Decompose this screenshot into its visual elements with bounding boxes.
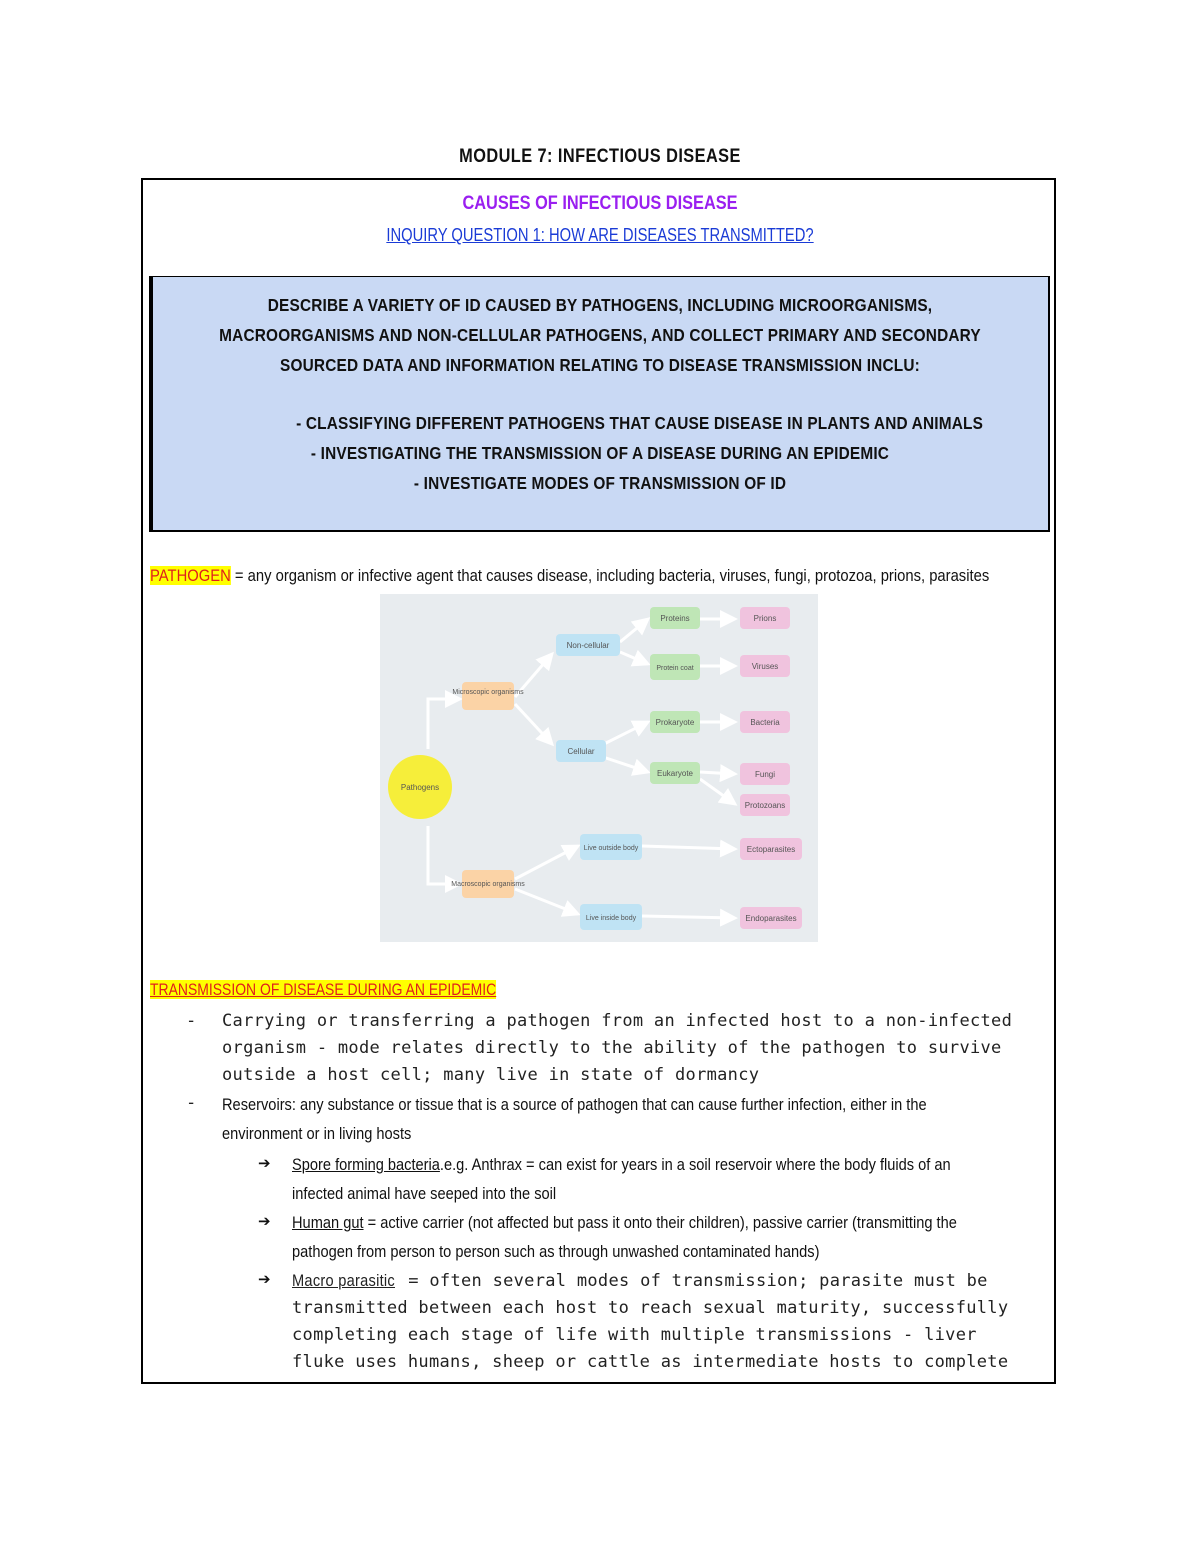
arrow-icon: ➔ [258, 1154, 271, 1172]
pathogen-definition [150, 566, 990, 586]
point-1-line: organism - mode relates directly to the ability of the pathogen to survive [222, 1038, 1002, 1058]
page-title: MODULE 7: INFECTIOUS DISEASE [459, 146, 741, 167]
spore-term: Spore forming bacteria [292, 1155, 440, 1174]
cellular-label: Cellular [567, 747, 595, 756]
protozoans-label: Protozoans [744, 801, 786, 810]
point-1-line: Carrying or transferring a pathogen from an infected host to a non-infected [222, 1011, 1013, 1031]
inquiry-question: INQUIRY QUESTION 1: HOW ARE DISEASES TRANSMITTED? [386, 225, 814, 245]
dash: - [186, 1011, 197, 1031]
microscopic-label: Microscopic organisms [452, 689, 524, 696]
proteins-label: Proteins [660, 614, 690, 623]
dash: - [186, 1093, 197, 1113]
section-title: CAUSES OF INFECTIOUS DISEASE [462, 193, 738, 214]
point-1-line: outside a host cell; many live in state of dormancy [222, 1065, 760, 1085]
prokaryote-label: Prokaryote [655, 718, 695, 727]
non-cellular-label: Non-cellular [566, 641, 610, 650]
pathogen-term: PATHOGEN [150, 566, 231, 585]
bacteria-label: Bacteria [750, 718, 780, 727]
protein-coat-label: Protein coat [656, 665, 694, 672]
live-inside-label: Live inside body [585, 915, 637, 922]
point-2-line: Reservoirs: any substance or tissue that is a source of pathogen that can cause further infection, either in the [222, 1095, 927, 1114]
live-outside-label: Live outside body [583, 845, 639, 852]
point-2-line: environment or in living hosts [222, 1124, 412, 1143]
syllabus-point: - CLASSIFYING DIFFERENT PATHOGENS THAT CAUSE DISEASE IN PLANTS AND ANIMALS [296, 413, 984, 433]
eukaryote-label: Eukaryote [656, 769, 694, 778]
root-label: Pathogens [400, 783, 440, 792]
pathogen-classification-diagram [380, 594, 818, 942]
fungi-label: Fungi [754, 770, 776, 779]
endoparasites-label: Endoparasites [745, 914, 797, 923]
macro-term: Macro parasitic [292, 1271, 395, 1290]
syllabus-point: - INVESTIGATING THE TRANSMISSION OF A DISEASE DURING AN EPIDEMIC [310, 443, 890, 463]
syllabus-main: DESCRIBE A VARIETY OF ID CAUSED BY PATHOGENS, INCLUDING MICROORGANISMS, MACROORGANISMS AND NON-CELLULAR PATHOGENS, AND COLLECT PRIMARY AND SECONDARY SOURCED DATA AND INFORMATION RELATING TO DISEASE TRANSMISSION INCLU: [219, 295, 981, 375]
macroscopic-label: Macroscopic organisms [451, 881, 525, 888]
syllabus-text [160, 290, 1040, 498]
arrow-icon: ➔ [258, 1270, 271, 1288]
syllabus-point: - INVESTIGATE MODES OF TRANSMISSION OF ID [413, 473, 787, 493]
arrow-icon: ➔ [258, 1212, 271, 1230]
prions-label: Prions [753, 614, 777, 623]
gut-term: Human gut [292, 1213, 364, 1232]
viruses-label: Viruses [751, 662, 779, 671]
ectoparasites-label: Ectoparasites [746, 845, 796, 854]
transmission-heading: TRANSMISSION OF DISEASE DURING AN EPIDEMIC [150, 980, 497, 999]
syllabus-points [213, 408, 987, 498]
pathogen-definition-text: = any organism or infective agent that causes disease, including bacteria, viruses, fungi, protozoa, prions, parasites [230, 566, 990, 585]
